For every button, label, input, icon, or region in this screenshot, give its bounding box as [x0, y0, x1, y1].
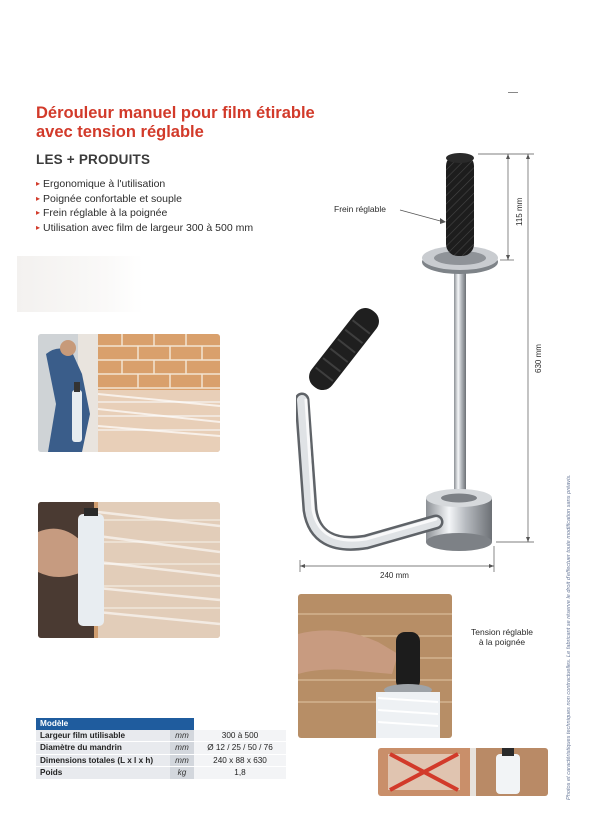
- spec-table-header-row: [36, 718, 286, 730]
- tension-label: [462, 627, 542, 647]
- spec-table-header-value: [194, 718, 286, 730]
- tension-label-line-1: Tension réglable: [471, 627, 533, 637]
- features-list: [36, 177, 253, 235]
- feature-item: ▸ Poignée confortable et souple: [36, 192, 182, 205]
- dimension-total-height-label: 630 mm: [534, 344, 543, 373]
- page-corner-mark: [508, 92, 518, 93]
- legal-disclaimer: Photos et caractéristiques techniques non contractuelles. Le fabricant se réserve le droit d'effectuer toute modification sans préavis.: [566, 474, 572, 800]
- photo-worker-wrapping-pallet: [38, 334, 220, 452]
- spec-table-header-unit: [170, 718, 194, 730]
- bullet-icon: ▸: [36, 208, 41, 217]
- feature-item: ▸ Ergonomique à l'utilisation: [36, 178, 166, 190]
- features-heading: LES + PRODUITS: [36, 152, 151, 167]
- photo-tension-adjustment: [298, 594, 452, 738]
- bullet-icon: ▸: [36, 193, 41, 203]
- feature-item: ▸ Utilisation avec film de largeur 300 à 500 mm: [36, 221, 254, 234]
- table-row: Largeur film utilisable mm 300 à 500: [36, 730, 286, 742]
- dimension-handle-height-label: 115 mm: [515, 197, 524, 226]
- faded-background-block: [17, 256, 143, 312]
- bullet-icon: ▸: [36, 179, 41, 188]
- feature-item: ▸ Frein réglable à la poignée: [36, 207, 168, 219]
- photo-film-wrapping-closeup: [38, 502, 220, 638]
- table-row: Dimensions totales (L x l x h) mm 240 x 88 x 630: [36, 754, 286, 767]
- title-line-2: avec tension réglable: [36, 123, 204, 141]
- brake-label: Frein réglable: [334, 204, 386, 214]
- dimension-width-label: 240 mm: [380, 571, 409, 580]
- page-title: [36, 104, 376, 142]
- title-line-1: Dérouleur manuel pour film étirable: [36, 104, 315, 122]
- bullet-icon: ▸: [36, 222, 41, 232]
- table-row: Diamètre du mandrin mm Ø 12 / 25 / 50 / 76: [36, 742, 286, 755]
- spec-table: [36, 718, 286, 780]
- photo-comparison-strip: [378, 748, 548, 796]
- spec-table-header: Modèle: [36, 718, 170, 730]
- tension-label-line-2: à la poignée: [478, 637, 526, 647]
- table-row: Poids kg 1,8: [36, 767, 286, 780]
